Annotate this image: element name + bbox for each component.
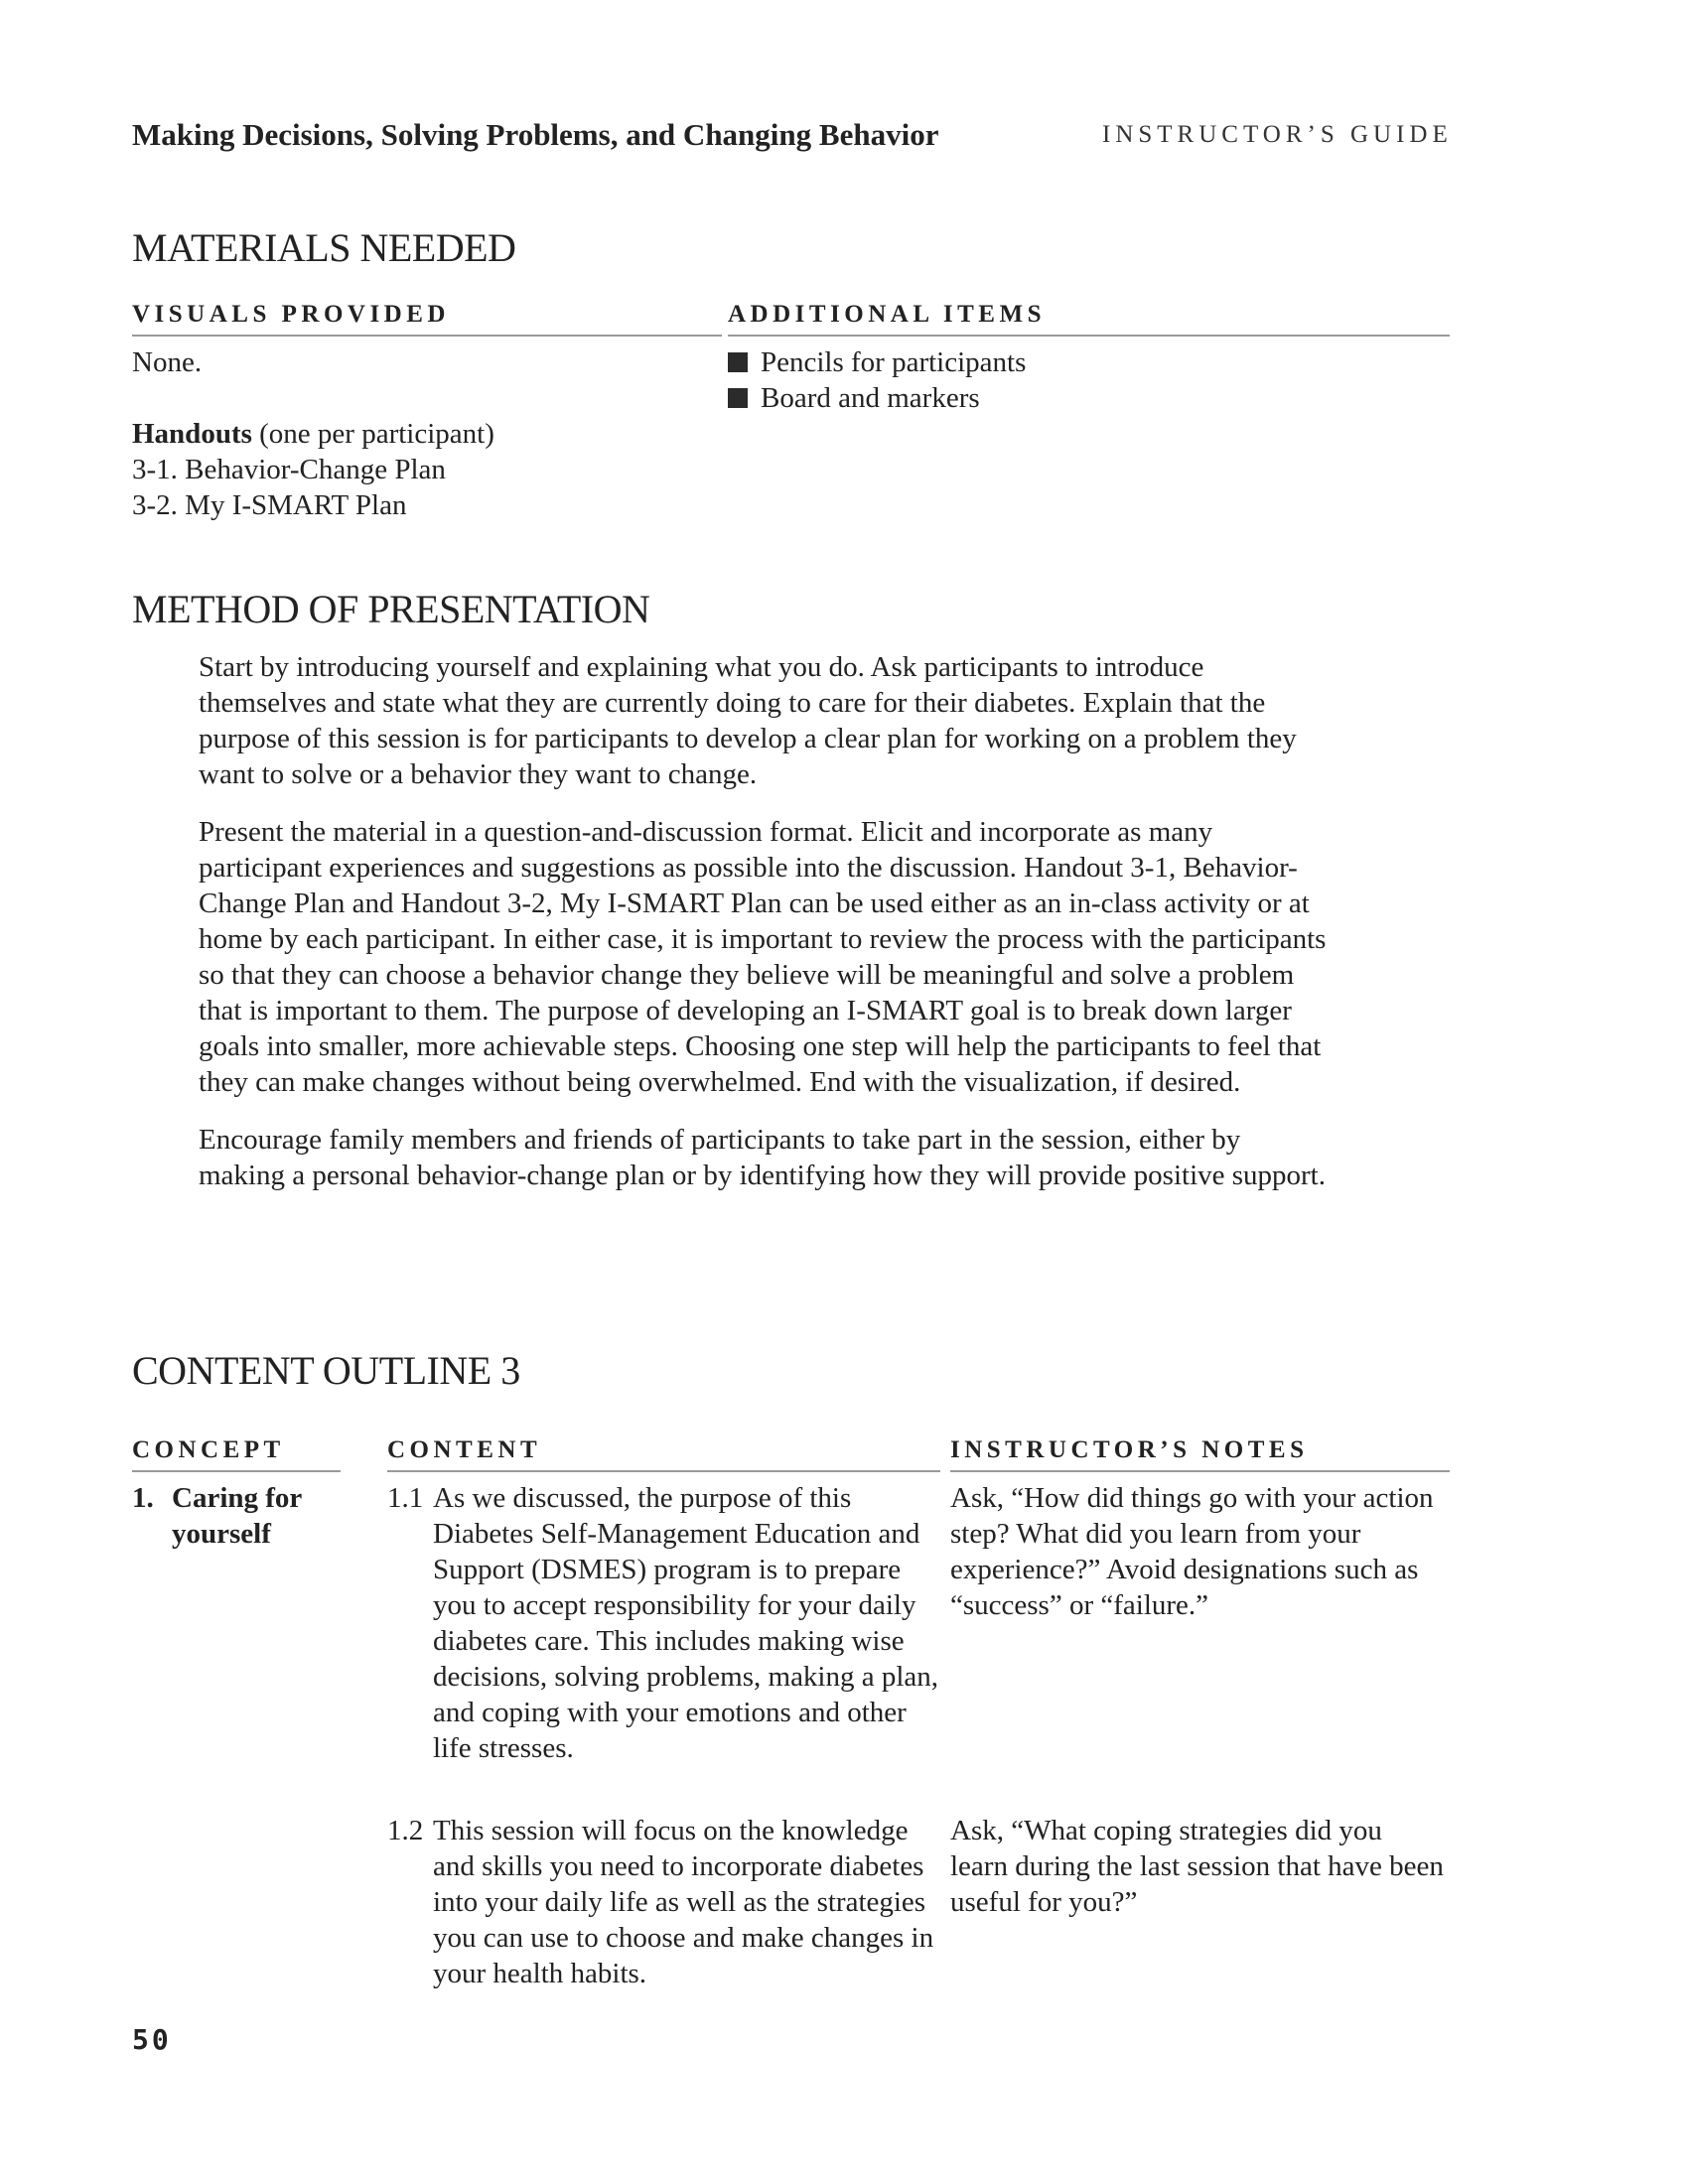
concept-number: 1.: [132, 1482, 154, 1514]
method-body: [199, 649, 1331, 1215]
content-column-heading: CONTENT: [387, 1436, 940, 1472]
content-text: As we discussed, the purpose of this Diabetes Self-Management Education and Support (DSMES) program is to prepare you to accept responsibility for your daily diabetes care. This includes making wise decisions, solving problems, making a plan, and coping with your emotions and other life stresses.: [433, 1482, 939, 1764]
method-paragraph: Encourage family members and friends of participants to take part in the session, either by making a personal behavior-change plan or by identifying how they will provide positive support.: [199, 1124, 1326, 1191]
list-item: [728, 344, 1443, 380]
square-bullet-icon: [728, 388, 748, 408]
content-number: 1.1: [387, 1482, 424, 1514]
handouts-note: (one per participant): [259, 418, 494, 450]
handout-item: 3-1. Behavior-Change Plan: [132, 454, 446, 485]
materials-heading: MATERIALS NEEDED: [132, 225, 516, 270]
handouts-block: [132, 416, 718, 523]
concept-1: [132, 1480, 380, 1560]
handouts-label: Handouts: [132, 418, 252, 450]
instructor-note: Ask, “What coping strategies did you learn during the last session that have been useful for you?”: [950, 1815, 1444, 1918]
handout-item: 3-2. My I-SMART Plan: [132, 489, 407, 521]
visuals-value: None.: [132, 346, 203, 378]
content-number: 1.2: [387, 1815, 424, 1846]
page-number: 50: [132, 2023, 172, 2056]
notes-column-heading: INSTRUCTOR’S NOTES: [950, 1436, 1450, 1472]
running-header: [132, 117, 1457, 157]
outline-heading: CONTENT OUTLINE 3: [132, 1348, 520, 1393]
guide-label: INSTRUCTOR’S GUIDE: [1102, 121, 1453, 148]
additional-item-label: Pencils for participants: [761, 346, 1027, 378]
square-bullet-icon: [728, 352, 748, 372]
instructor-note: Ask, “How did things go with your action step? What did you learn from your experience?” Avoid designations such as “success” or “failure.”: [950, 1482, 1434, 1621]
method-paragraph: Start by introducing yourself and explaining what you do. Ask participants to introduce themselves and state what they are currently doing to care for their diabetes. Explain that the purpose of this session is for participants to develop a clear plan for working on a problem they want to solve or a behavior they want to change.: [199, 651, 1297, 790]
visuals-provided-heading: VISUALS PROVIDED: [132, 301, 722, 337]
method-paragraph: Present the material in a question-and-discussion format. Elicit and incorporate as many participant experiences and suggestions as possible into the discussion. Handout 3-1, Behavior-Change Plan and Handout 3-2, My I-SMART Plan can be used either as an in-class activity or at home by each participant. In either case, it is important to review the process with the participants so that they can choose a behavior change they believe will be meaningful and solve a problem that is important to them. The purpose of developing an I-SMART goal is to break down larger goals into smaller, more achievable steps. Choosing one step will help the participants to feel that they can make changes without being overwhelmed. End with the visualization, if desired.: [199, 816, 1327, 1098]
content-text: This session will focus on the knowledge and skills you need to incorporate diabetes into your daily life as well as the strategies you can use to choose and make changes in your health habits.: [433, 1815, 934, 1989]
additional-items-list: [728, 344, 1443, 416]
method-heading: METHOD OF PRESENTATION: [132, 587, 650, 631]
additional-items-heading: ADDITIONAL ITEMS: [728, 301, 1450, 337]
concept-column-heading: CONCEPT: [132, 1436, 341, 1472]
concept-label: Caring for yourself: [172, 1482, 302, 1550]
additional-item-label: Board and markers: [761, 382, 980, 414]
list-item: [728, 380, 1443, 416]
document-title: Making Decisions, Solving Problems, and Changing Behavior: [132, 117, 939, 152]
